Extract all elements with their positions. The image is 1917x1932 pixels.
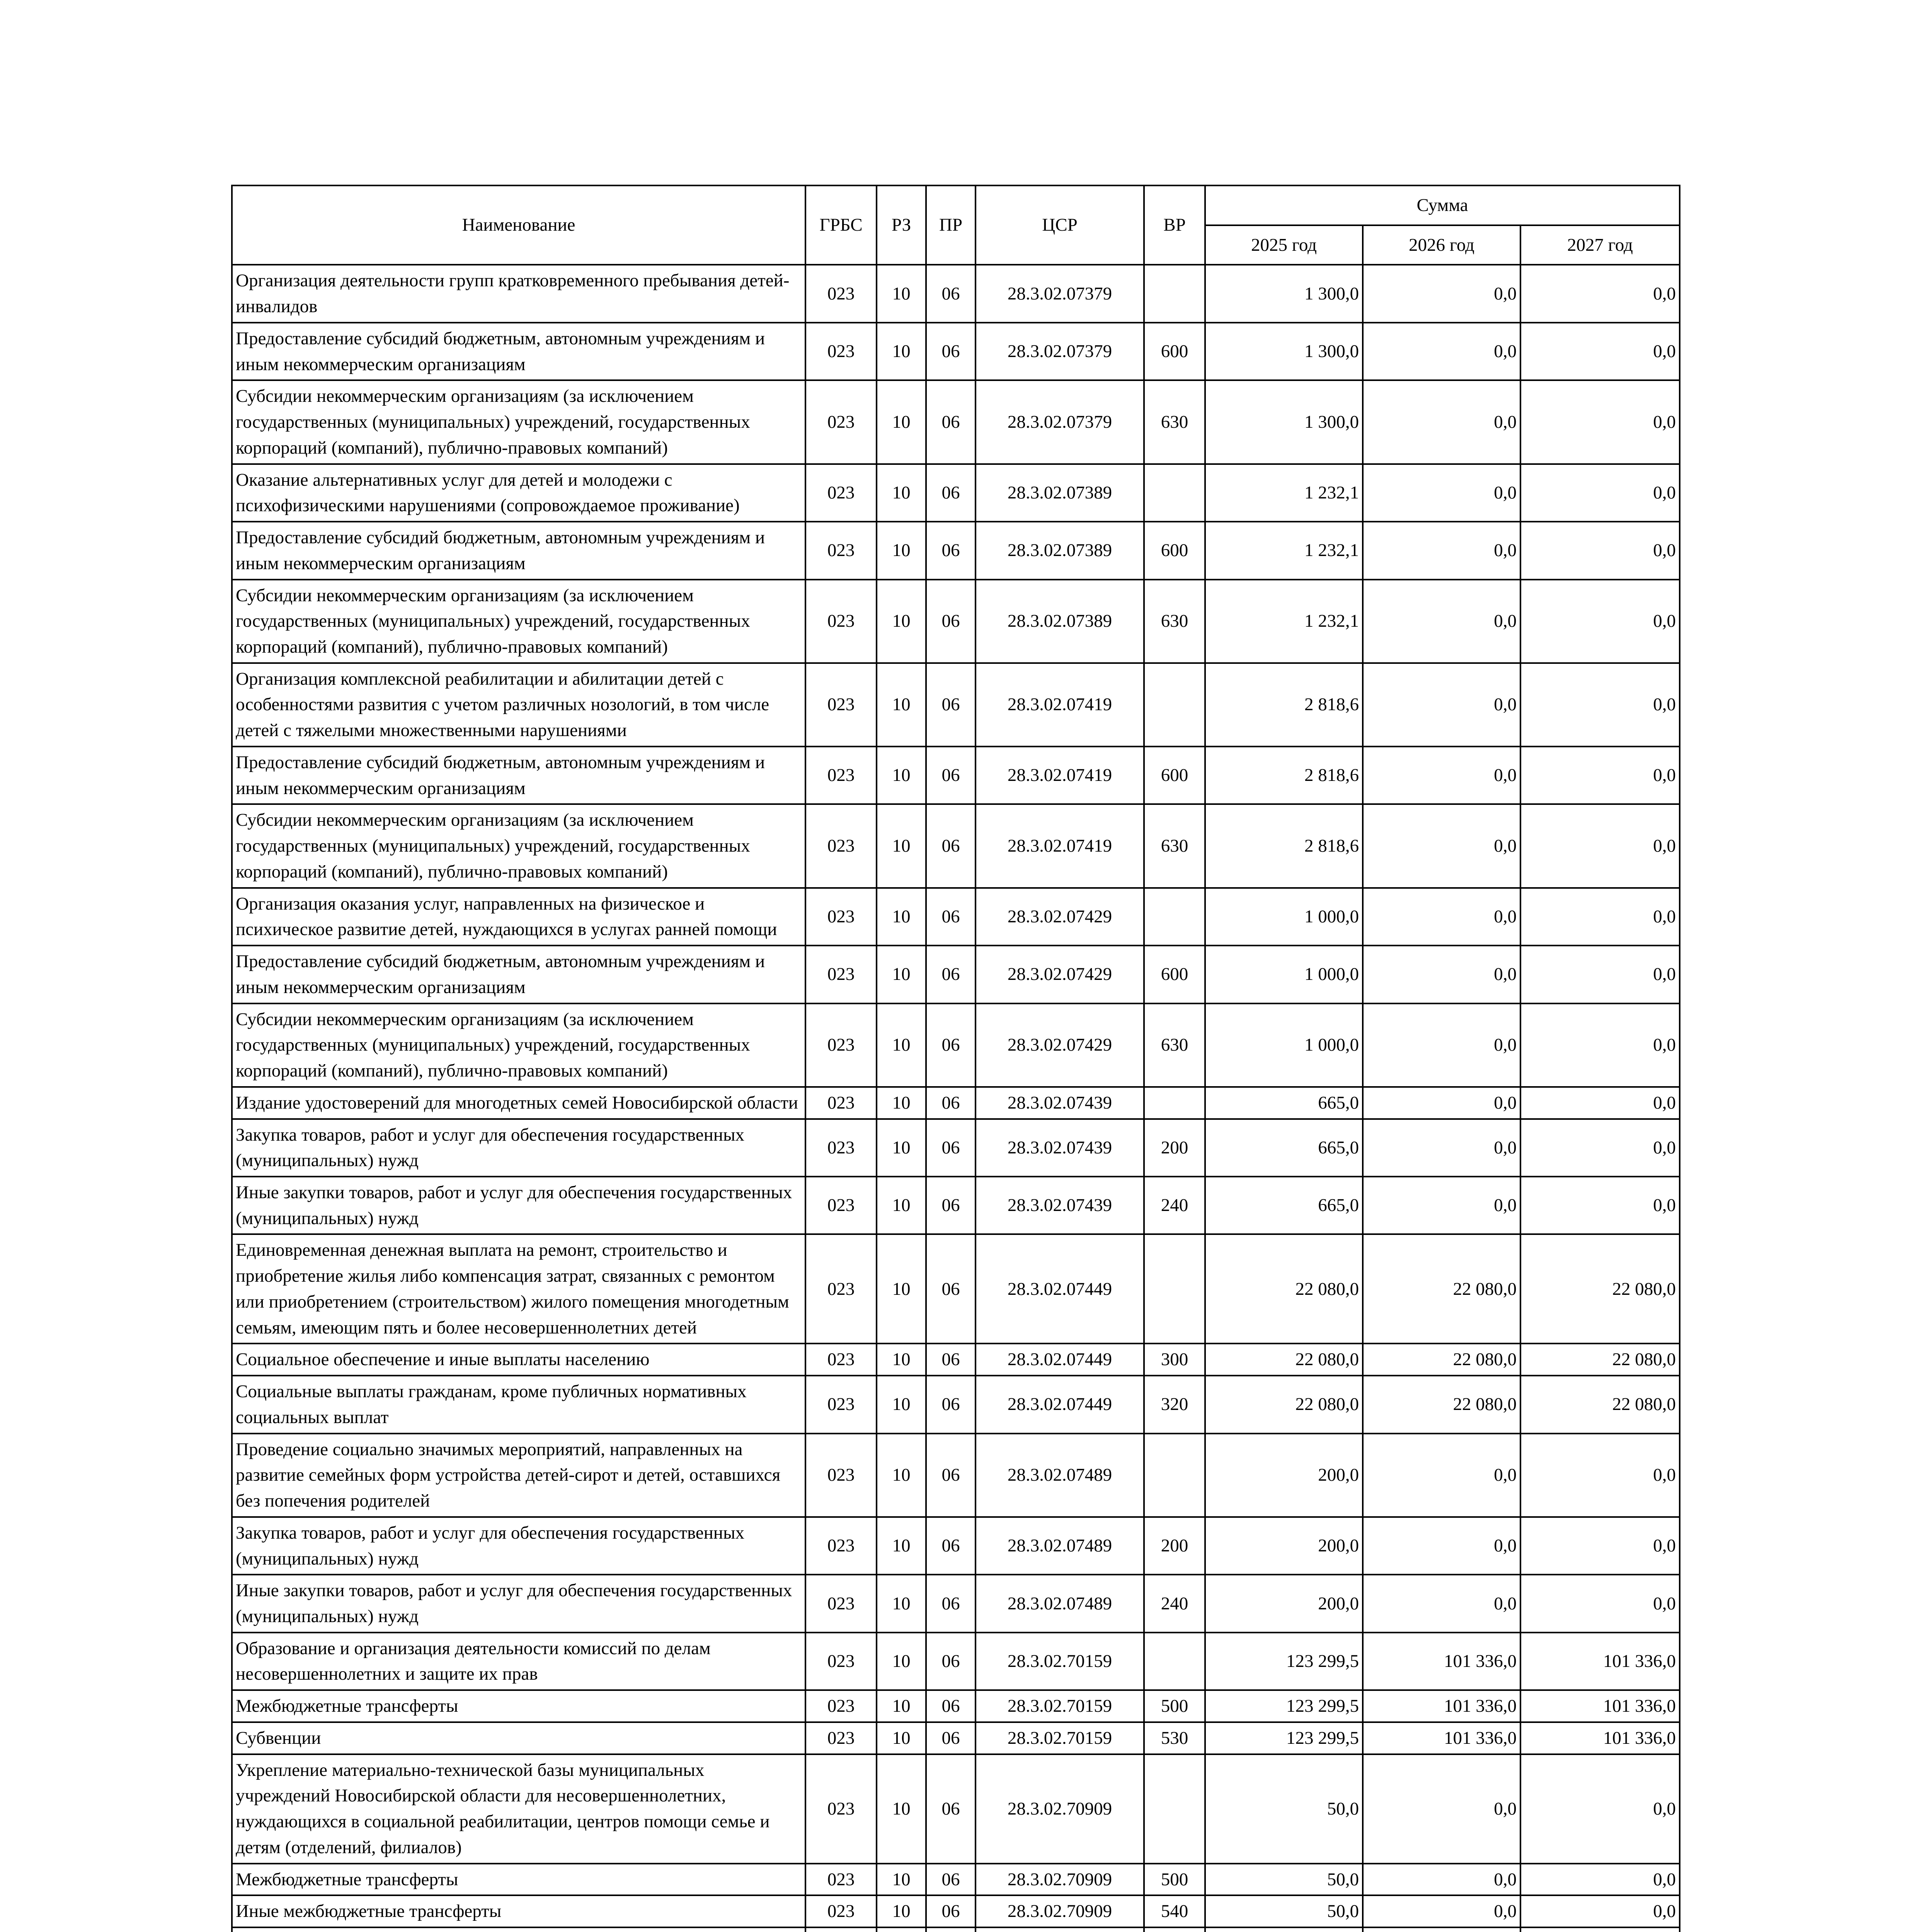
cell-pr: 06 (926, 1376, 976, 1433)
cell-rz: 10 (877, 1895, 926, 1927)
table-row (232, 1344, 1680, 1376)
cell-vr: 300 (1144, 1344, 1205, 1376)
cell-csr: 28.3.02.07439 (976, 1087, 1144, 1119)
table-row (232, 1895, 1680, 1927)
cell-sum-2025: 1 000,0 (1205, 888, 1363, 946)
cell-grbs: 023 (805, 580, 877, 663)
cell-sum-2025: 665,0 (1205, 1177, 1363, 1234)
cell-csr: 28.3.02.07489 (976, 1434, 1144, 1517)
cell-sum-2026: 22 080,0 (1363, 1234, 1520, 1344)
cell-pr: 06 (926, 804, 976, 888)
cell-sum-2025: 22 080,0 (1205, 1376, 1363, 1433)
cell-name: Социальные выплаты гражданам, кроме публичных нормативных социальных выплат (232, 1376, 805, 1433)
cell-pr: 06 (926, 1344, 976, 1376)
table-row (232, 464, 1680, 522)
cell-vr: 600 (1144, 522, 1205, 579)
cell-pr: 06 (926, 464, 976, 522)
cell-pr: 06 (926, 380, 976, 464)
cell-rz: 10 (877, 1087, 926, 1119)
cell-grbs: 023 (805, 804, 877, 888)
cell-rz: 10 (877, 1376, 926, 1433)
cell-pr: 06 (926, 323, 976, 380)
table-row (232, 1517, 1680, 1575)
cell-sum-2027: 101 336,0 (1520, 1722, 1680, 1754)
cell-sum-2027: 0,0 (1520, 1003, 1680, 1087)
cell-vr (1144, 1633, 1205, 1690)
cell-csr: 28.3.02.07379 (976, 380, 1144, 464)
cell-sum-2027: 0,0 (1520, 1864, 1680, 1896)
cell-sum-2027: 0,0 (1520, 747, 1680, 804)
cell-rz: 10 (877, 1177, 926, 1234)
cell-sum-2027: 0,0 (1520, 265, 1680, 322)
cell-sum-2026: 22 080,0 (1363, 1344, 1520, 1376)
cell-name: Единовременная денежная выплата на ремонт, строительство и приобретение жилья либо компенсация затрат, связанных с ремонтом или приобретением (строительством) жилого помещения многодетным семьям, имеющим пять и более несовершеннолетних детей (232, 1234, 805, 1344)
cell-csr: 28.3.02.07419 (976, 747, 1144, 804)
cell-csr: 28.3.02.07429 (976, 1003, 1144, 1087)
table-row (232, 1575, 1680, 1632)
cell-pr: 06 (926, 522, 976, 579)
cell-rz: 10 (877, 522, 926, 579)
cell-sum-2026: 101 336,0 (1363, 1722, 1520, 1754)
cell-vr (1144, 464, 1205, 522)
cell-rz: 10 (877, 265, 926, 322)
cell-csr: 28.3.02.07379 (976, 323, 1144, 380)
table-row (232, 804, 1680, 888)
cell-vr (1144, 1434, 1205, 1517)
cell-grbs: 023 (805, 1177, 877, 1234)
cell-name: Издание удостоверений для многодетных семей Новосибирской области (232, 1087, 805, 1119)
cell-sum-2025: 2 818,6 (1205, 663, 1363, 747)
cell-grbs: 023 (805, 1633, 877, 1690)
cell-vr: 630 (1144, 1003, 1205, 1087)
cell-vr: 200 (1144, 1517, 1205, 1575)
cell-sum-2027: 0,0 (1520, 946, 1680, 1003)
cell-sum-2025: 1 232,1 (1205, 522, 1363, 579)
cell-sum-2026: 0,0 (1363, 1434, 1520, 1517)
cell-pr: 06 (926, 1517, 976, 1575)
cell-sum-2026: 0,0 (1363, 522, 1520, 579)
cell-sum-2025: 1 300,0 (1205, 265, 1363, 322)
cell-grbs: 023 (805, 1895, 877, 1927)
cell-name: Субсидии некоммерческим организациям (за исключением государственных (муниципальных) учреждений, государственных корпораций (компаний), публично-правовых компаний) (232, 380, 805, 464)
cell-sum-2026: 0,0 (1363, 1517, 1520, 1575)
cell-rz: 10 (877, 380, 926, 464)
cell-sum-2026: 0,0 (1363, 1895, 1520, 1927)
cell-vr (1144, 1234, 1205, 1344)
cell-sum-2025: 123 299,5 (1205, 1633, 1363, 1690)
cell-rz: 10 (877, 1434, 926, 1517)
cell-csr: 28.3.02.07379 (976, 265, 1144, 322)
cell-csr (976, 1927, 1144, 1932)
cell-grbs: 023 (805, 464, 877, 522)
cell-grbs: 023 (805, 1087, 877, 1119)
cell-name: Субвенции (232, 1722, 805, 1754)
cell-csr: 28.3.02.07429 (976, 946, 1144, 1003)
cell-name: Предоставление субсидий бюджетным, автономным учреждениям и иным некоммерческим организациям (232, 323, 805, 380)
cell-pr (926, 1927, 976, 1932)
cell-pr: 06 (926, 747, 976, 804)
table-row (232, 747, 1680, 804)
cell-grbs: 023 (805, 1690, 877, 1722)
cell-grbs: 023 (805, 946, 877, 1003)
cell-vr: 320 (1144, 1376, 1205, 1433)
cell-grbs: 023 (805, 1376, 877, 1433)
cell-sum-2025: 665,0 (1205, 1119, 1363, 1177)
cell-csr: 28.3.02.07439 (976, 1119, 1144, 1177)
cell-grbs: 023 (805, 1003, 877, 1087)
cell-vr: 540 (1144, 1895, 1205, 1927)
cell-name: Организация комплексной реабилитации и абилитации детей с особенностями развития с учетом различных нозологий, в том числе детей с тяжелыми множественными нарушениями (232, 663, 805, 747)
cell-sum-2027 (1520, 1927, 1680, 1932)
cell-rz: 10 (877, 747, 926, 804)
cell-rz: 10 (877, 323, 926, 380)
cell-pr: 06 (926, 1575, 976, 1632)
cell-rz (877, 1927, 926, 1932)
cell-vr: 500 (1144, 1864, 1205, 1896)
cell-sum-2025: 123 299,5 (1205, 1722, 1363, 1754)
table-row (232, 663, 1680, 747)
cell-grbs: 023 (805, 522, 877, 579)
cell-sum-2025: 2 818,6 (1205, 804, 1363, 888)
cell-sum-2027: 0,0 (1520, 1895, 1680, 1927)
cell-pr: 06 (926, 888, 976, 946)
cell-sum-2027: 22 080,0 (1520, 1234, 1680, 1344)
cell-sum-2026: 101 336,0 (1363, 1633, 1520, 1690)
table-row (232, 1690, 1680, 1722)
cell-pr: 06 (926, 1119, 976, 1177)
cell-pr: 06 (926, 1177, 976, 1234)
col-header-rz: РЗ (877, 185, 926, 265)
cell-name: Социальное обеспечение и иные выплаты населению (232, 1344, 805, 1376)
cell-rz: 10 (877, 580, 926, 663)
table-row (232, 580, 1680, 663)
cell-name: Проведение социально значимых мероприятий, направленных на развитие семейных форм устройства детей-сирот и детей, оставшихся без попечения родителей (232, 1434, 805, 1517)
cell-sum-2027: 101 336,0 (1520, 1690, 1680, 1722)
cell-name: Субсидии некоммерческим организациям (за исключением государственных (муниципальных) учреждений, государственных корпораций (компаний), публично-правовых компаний) (232, 580, 805, 663)
cell-sum-2027: 0,0 (1520, 1754, 1680, 1864)
table-row (232, 1119, 1680, 1177)
cell-sum-2026: 0,0 (1363, 380, 1520, 464)
cell-sum-2026: 0,0 (1363, 663, 1520, 747)
cell-pr: 06 (926, 946, 976, 1003)
cell-name: Закупка товаров, работ и услуг для обеспечения государственных (муниципальных) нужд (232, 1119, 805, 1177)
cell-grbs: 023 (805, 1575, 877, 1632)
cell-sum-2027: 0,0 (1520, 1575, 1680, 1632)
cell-sum-2025: 200,0 (1205, 1575, 1363, 1632)
table-row (232, 522, 1680, 579)
table-row (232, 380, 1680, 464)
cell-sum-2026: 0,0 (1363, 1575, 1520, 1632)
cell-vr (1144, 663, 1205, 747)
table-header (232, 185, 1680, 265)
cell-name: Иные закупки товаров, работ и услуг для обеспечения государственных (муниципальных) нужд (232, 1177, 805, 1234)
cell-sum-2026: 0,0 (1363, 1119, 1520, 1177)
table-row (232, 1434, 1680, 1517)
table-row (232, 1927, 1680, 1932)
cell-csr: 28.3.02.07489 (976, 1517, 1144, 1575)
table-row (232, 265, 1680, 322)
cell-sum-2027: 22 080,0 (1520, 1344, 1680, 1376)
cell-name: Образование и организация деятельности комиссий по делам несовершеннолетних и защите их прав (232, 1633, 805, 1690)
cell-sum-2027: 0,0 (1520, 663, 1680, 747)
cell-rz: 10 (877, 1234, 926, 1344)
table-row (232, 1864, 1680, 1896)
cell-csr: 28.3.02.70909 (976, 1864, 1144, 1896)
cell-grbs: 023 (805, 380, 877, 464)
cell-vr (1144, 1754, 1205, 1864)
cell-sum-2027: 0,0 (1520, 323, 1680, 380)
cell-rz: 10 (877, 946, 926, 1003)
cell-sum-2026: 101 336,0 (1363, 1690, 1520, 1722)
cell-csr: 28.3.02.07449 (976, 1376, 1144, 1433)
cell-name: Предоставление субсидий бюджетным, автономным учреждениям и иным некоммерческим организациям (232, 522, 805, 579)
cell-grbs: 023 (805, 1234, 877, 1344)
cell-pr: 06 (926, 1754, 976, 1864)
cell-rz: 10 (877, 1633, 926, 1690)
cell-name: Иные межбюджетные трансферты (232, 1895, 805, 1927)
cell-pr: 06 (926, 265, 976, 322)
cell-rz: 10 (877, 1003, 926, 1087)
cell-csr: 28.3.02.70159 (976, 1690, 1144, 1722)
cell-sum-2025: 1 232,1 (1205, 464, 1363, 522)
cell-name: Закупка товаров, работ и услуг для обеспечения государственных (муниципальных) нужд (232, 1517, 805, 1575)
cell-sum-2025: 1 000,0 (1205, 1003, 1363, 1087)
cell-grbs: 023 (805, 323, 877, 380)
cell-vr (1144, 1087, 1205, 1119)
cell-rz: 10 (877, 1575, 926, 1632)
cell-sum-2025: 50,0 (1205, 1754, 1363, 1864)
cell-csr: 28.3.02.07439 (976, 1177, 1144, 1234)
col-header-2027: 2027 год (1520, 225, 1680, 265)
col-header-vr: ВР (1144, 185, 1205, 265)
col-header-grbs: ГРБС (805, 185, 877, 265)
cell-grbs: 023 (805, 747, 877, 804)
cell-name: Оказание альтернативных услуг для детей и молодежи с психофизическими нарушениями (сопровождаемое проживание) (232, 464, 805, 522)
cell-rz: 10 (877, 1690, 926, 1722)
cell-csr: 28.3.02.07389 (976, 464, 1144, 522)
table-row (232, 1722, 1680, 1754)
cell-sum-2027: 0,0 (1520, 1177, 1680, 1234)
col-header-csr: ЦСР (976, 185, 1144, 265)
cell-sum-2026: 0,0 (1363, 1087, 1520, 1119)
cell-pr: 06 (926, 1895, 976, 1927)
cell-sum-2026: 0,0 (1363, 888, 1520, 946)
cell-sum-2025: 2 818,6 (1205, 747, 1363, 804)
cell-csr: 28.3.02.70909 (976, 1895, 1144, 1927)
cell-sum-2027: 0,0 (1520, 380, 1680, 464)
cell-pr: 06 (926, 580, 976, 663)
cell-sum-2026: 0,0 (1363, 1177, 1520, 1234)
cell-name: Укрепление материально-технической базы муниципальных учреждений Новосибирской области для несовершеннолетних, нуждающихся в социальной реабилитации, центров помощи семье и детям (отделений, филиалов) (232, 1754, 805, 1864)
col-header-pr: ПР (926, 185, 976, 265)
cell-sum-2027: 0,0 (1520, 522, 1680, 579)
cell-sum-2026: 0,0 (1363, 946, 1520, 1003)
cell-vr: 630 (1144, 804, 1205, 888)
cell-vr: 630 (1144, 380, 1205, 464)
cell-rz: 10 (877, 1864, 926, 1896)
cell-vr: 530 (1144, 1722, 1205, 1754)
cell-sum-2025: 50,0 (1205, 1895, 1363, 1927)
cell-vr: 600 (1144, 747, 1205, 804)
cell-sum-2025: 123 299,5 (1205, 1690, 1363, 1722)
cell-sum-2026: 22 080,0 (1363, 1376, 1520, 1433)
cell-sum-2027: 0,0 (1520, 804, 1680, 888)
cell-rz: 10 (877, 1722, 926, 1754)
table-body (232, 265, 1680, 1932)
cell-csr: 28.3.02.07389 (976, 522, 1144, 579)
cell-sum-2025 (1205, 1927, 1363, 1932)
cell-sum-2026: 0,0 (1363, 464, 1520, 522)
table-row (232, 1234, 1680, 1344)
cell-sum-2027: 0,0 (1520, 888, 1680, 946)
cell-csr: 28.3.02.07389 (976, 580, 1144, 663)
cell-grbs: 023 (805, 1864, 877, 1896)
cell-name: Организация оказания услуг, направленных на физическое и психическое развитие детей, нуждающихся в услугах ранней помощи (232, 888, 805, 946)
cell-sum-2027: 0,0 (1520, 1087, 1680, 1119)
cell-csr: 28.3.02.07429 (976, 888, 1144, 946)
cell-name: Организация деятельности групп кратковременного пребывания детей-инвалидов (232, 265, 805, 322)
cell-name: Предоставление субсидий бюджетным, автономным учреждениям и иным некоммерческим организациям (232, 747, 805, 804)
col-header-2025: 2025 год (1205, 225, 1363, 265)
cell-rz: 10 (877, 663, 926, 747)
cell-grbs: 023 (805, 663, 877, 747)
table-row (232, 888, 1680, 946)
cell-pr: 06 (926, 1234, 976, 1344)
cell-sum-2027: 22 080,0 (1520, 1376, 1680, 1433)
cell-pr: 06 (926, 1633, 976, 1690)
cell-sum-2027: 0,0 (1520, 464, 1680, 522)
cell-rz: 10 (877, 1344, 926, 1376)
cell-grbs: 023 (805, 1722, 877, 1754)
cell-sum-2025: 1 300,0 (1205, 380, 1363, 464)
col-header-2026: 2026 год (1363, 225, 1520, 265)
col-header-name: Наименование (232, 185, 805, 265)
cell-pr: 06 (926, 1003, 976, 1087)
cell-csr: 28.3.02.07449 (976, 1234, 1144, 1344)
cell-vr (1144, 265, 1205, 322)
cell-sum-2025: 200,0 (1205, 1517, 1363, 1575)
cell-name (232, 1927, 805, 1932)
cell-name: Субсидии некоммерческим организациям (за исключением государственных (муниципальных) учреждений, государственных корпораций (компаний), публично-правовых компаний) (232, 804, 805, 888)
cell-vr: 200 (1144, 1119, 1205, 1177)
cell-pr: 06 (926, 1864, 976, 1896)
cell-pr: 06 (926, 1722, 976, 1754)
col-header-sum: Сумма (1205, 185, 1680, 225)
cell-name: Субсидии некоммерческим организациям (за исключением государственных (муниципальных) учреждений, государственных корпораций (компаний), публично-правовых компаний) (232, 1003, 805, 1087)
cell-sum-2025: 22 080,0 (1205, 1344, 1363, 1376)
cell-vr: 630 (1144, 580, 1205, 663)
table-row (232, 1003, 1680, 1087)
cell-vr: 600 (1144, 946, 1205, 1003)
cell-name: Предоставление субсидий бюджетным, автономным учреждениям и иным некоммерческим организациям (232, 946, 805, 1003)
cell-sum-2027: 0,0 (1520, 1119, 1680, 1177)
cell-pr: 06 (926, 1087, 976, 1119)
cell-name: Иные закупки товаров, работ и услуг для обеспечения государственных (муниципальных) нужд (232, 1575, 805, 1632)
cell-rz: 10 (877, 888, 926, 946)
cell-csr: 28.3.02.07419 (976, 804, 1144, 888)
cell-csr: 28.3.02.70159 (976, 1633, 1144, 1690)
cell-vr: 240 (1144, 1177, 1205, 1234)
table-row (232, 1376, 1680, 1433)
cell-vr (1144, 888, 1205, 946)
cell-name: Межбюджетные трансферты (232, 1690, 805, 1722)
cell-name: Межбюджетные трансферты (232, 1864, 805, 1896)
cell-vr (1144, 1927, 1205, 1932)
table-row (232, 1177, 1680, 1234)
cell-sum-2026: 0,0 (1363, 1003, 1520, 1087)
cell-sum-2027: 0,0 (1520, 1517, 1680, 1575)
cell-sum-2025: 1 300,0 (1205, 323, 1363, 380)
cell-sum-2026: 0,0 (1363, 265, 1520, 322)
cell-csr: 28.3.02.07489 (976, 1575, 1144, 1632)
cell-rz: 10 (877, 1754, 926, 1864)
cell-sum-2025: 665,0 (1205, 1087, 1363, 1119)
cell-sum-2027: 0,0 (1520, 580, 1680, 663)
cell-sum-2026 (1363, 1927, 1520, 1932)
cell-sum-2025: 1 000,0 (1205, 946, 1363, 1003)
cell-rz: 10 (877, 1119, 926, 1177)
cell-sum-2026: 0,0 (1363, 580, 1520, 663)
cell-sum-2025: 22 080,0 (1205, 1234, 1363, 1344)
cell-sum-2026: 0,0 (1363, 804, 1520, 888)
cell-sum-2026: 0,0 (1363, 323, 1520, 380)
cell-sum-2025: 50,0 (1205, 1864, 1363, 1896)
table-row (232, 1087, 1680, 1119)
cell-sum-2026: 0,0 (1363, 1864, 1520, 1896)
cell-vr: 240 (1144, 1575, 1205, 1632)
cell-csr: 28.3.02.07449 (976, 1344, 1144, 1376)
cell-grbs: 023 (805, 1119, 877, 1177)
table-row (232, 1633, 1680, 1690)
cell-sum-2025: 200,0 (1205, 1434, 1363, 1517)
cell-pr: 06 (926, 663, 976, 747)
cell-sum-2026: 0,0 (1363, 1754, 1520, 1864)
cell-grbs: 023 (805, 1754, 877, 1864)
budget-table (231, 185, 1680, 1932)
cell-csr: 28.3.02.70159 (976, 1722, 1144, 1754)
cell-pr: 06 (926, 1690, 976, 1722)
table-row (232, 946, 1680, 1003)
cell-grbs: 023 (805, 1434, 877, 1517)
header-row (232, 185, 1680, 225)
cell-vr: 500 (1144, 1690, 1205, 1722)
cell-vr: 600 (1144, 323, 1205, 380)
cell-pr: 06 (926, 1434, 976, 1517)
cell-grbs: 023 (805, 265, 877, 322)
cell-sum-2027: 0,0 (1520, 1434, 1680, 1517)
cell-grbs: 023 (805, 888, 877, 946)
cell-rz: 10 (877, 1517, 926, 1575)
table-row (232, 323, 1680, 380)
cell-grbs (805, 1927, 877, 1932)
cell-sum-2027: 101 336,0 (1520, 1633, 1680, 1690)
cell-grbs: 023 (805, 1344, 877, 1376)
table-row (232, 1754, 1680, 1864)
cell-sum-2025: 1 232,1 (1205, 580, 1363, 663)
cell-rz: 10 (877, 464, 926, 522)
cell-csr: 28.3.02.70909 (976, 1754, 1144, 1864)
cell-sum-2026: 0,0 (1363, 747, 1520, 804)
cell-rz: 10 (877, 804, 926, 888)
cell-csr: 28.3.02.07419 (976, 663, 1144, 747)
cell-grbs: 023 (805, 1517, 877, 1575)
